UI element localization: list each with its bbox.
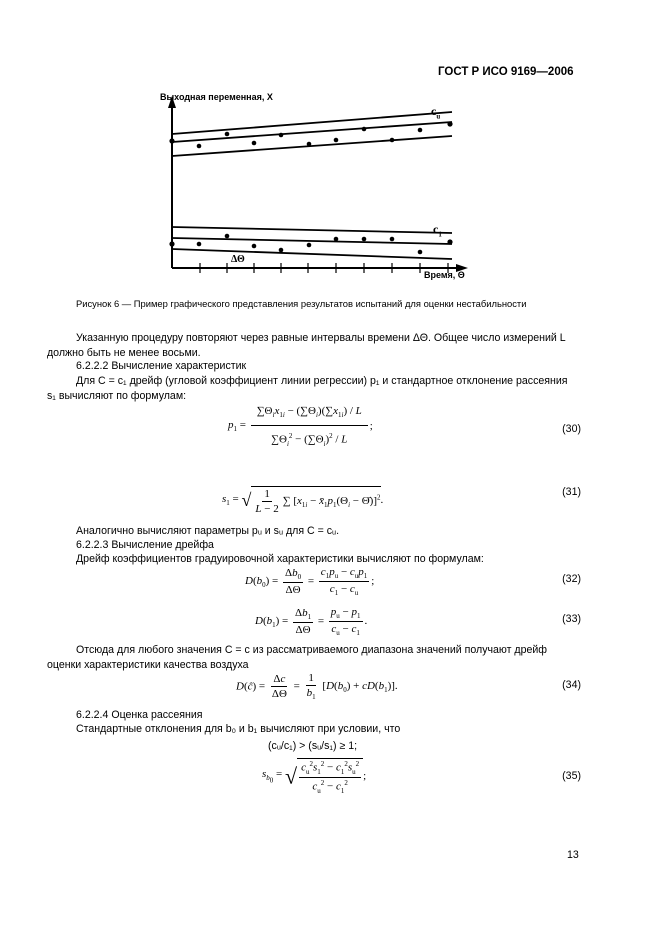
label-c1: $c_1$ bbox=[433, 222, 442, 239]
paragraph-3: Аналогично вычисляют параметры pᵤ и sᵤ для C = cᵤ. bbox=[76, 525, 340, 537]
label-cu: $c_u$ bbox=[431, 104, 441, 121]
condition: (cᵤ/c₁) > (sᵤ/s₁) ≥ 1; bbox=[268, 740, 358, 752]
equation-number-34: (34) bbox=[562, 679, 581, 691]
equation-number-33: (33) bbox=[562, 613, 581, 625]
paragraph-4: Дрейф коэффициентов градуировочной характеристики вычисляют по формулам: bbox=[76, 553, 484, 565]
equation-number-35: (35) bbox=[562, 770, 581, 782]
section-6-2-2-3: 6.2.2.3 Вычисление дрейфа bbox=[76, 539, 214, 551]
equation-number-31: (31) bbox=[562, 486, 581, 498]
y-axis-label: Выходная переменная, X bbox=[160, 92, 273, 102]
equation-number-30: (30) bbox=[562, 423, 581, 435]
equation-31: $s_1$ = √ $\frac{1}{L - 2}$ ∑ [$x_{1i}$ − $x̄_1p_1(\Theta_i$ − Θ̄)]$^2$. bbox=[222, 488, 384, 515]
section-6-2-2-4: 6.2.2.4 Оценка рассеяния bbox=[76, 709, 203, 721]
cu-lines bbox=[172, 112, 452, 156]
equation-30: $p_1$ = $\frac{\sum\Theta_ix_{1i} - (\sum\Theta_i)(\sum x_{1i}) / L}{\sum\Theta_i^2 - (\sum\Theta_i)^2 / L}$ ; bbox=[228, 405, 373, 449]
paragraph-5: Отсюда для любого значения C = c из рассматриваемого диапазона значений получают дрейф оценки характеристики качества воздуха bbox=[47, 644, 548, 671]
section-6-2-2-2: 6.2.2.2 Вычисление характеристик bbox=[76, 360, 247, 372]
equation-35: $s_{b_0}$ = √ $\frac{c_u^2s_1^2 - c_1^2s_u^2}{c_u^2 - c_1^2}$ ; bbox=[262, 760, 367, 795]
label-delta-theta: ΔΘ bbox=[231, 254, 245, 265]
paragraph-2: Для C = c₁ дрейф (угловой коэффициент линии регрессии) p₁ и стандартное отклонение рассеяния s₁ вычисляют по формулам: bbox=[47, 375, 568, 402]
c1-lines bbox=[172, 227, 452, 259]
paragraph-6: Стандартные отклонения для b₀ и b₁ вычисляют при условии, что bbox=[76, 723, 401, 735]
page-number: 13 bbox=[567, 849, 579, 861]
figure-caption: Рисунок 6 — Пример графического представления результатов испытаний для оценки нестабильности bbox=[76, 298, 527, 309]
equation-34: D(ĉ) = $\frac{\Delta c}{\Delta\Theta}$ = $\frac{1}{b_1}$ $[D(b_0) + cD(b_1)]$. bbox=[236, 672, 398, 702]
equation-33: $D(b_1)$ = $\frac{\Delta b_1}{\Delta\Theta}$ = $\frac{p_u - p_1}{c_u - c_1}$ . bbox=[255, 606, 368, 638]
equation-32: $D(b_0)$ = $\frac{\Delta b_0}{\Delta\Theta}$ = $\frac{c_1p_u - c_up_1}{c_1 - c_u}$ ; bbox=[245, 566, 375, 598]
x-axis-label: Время, Θ bbox=[424, 270, 465, 280]
paragraph-1: Указанную процедуру повторяют через равные интервалы времени ΔΘ. Общее число измерений L должно быть не менее восьми. bbox=[47, 332, 566, 359]
equation-number-32: (32) bbox=[562, 573, 581, 585]
doc-header: ГОСТ Р ИСО 9169—2006 bbox=[438, 66, 574, 78]
